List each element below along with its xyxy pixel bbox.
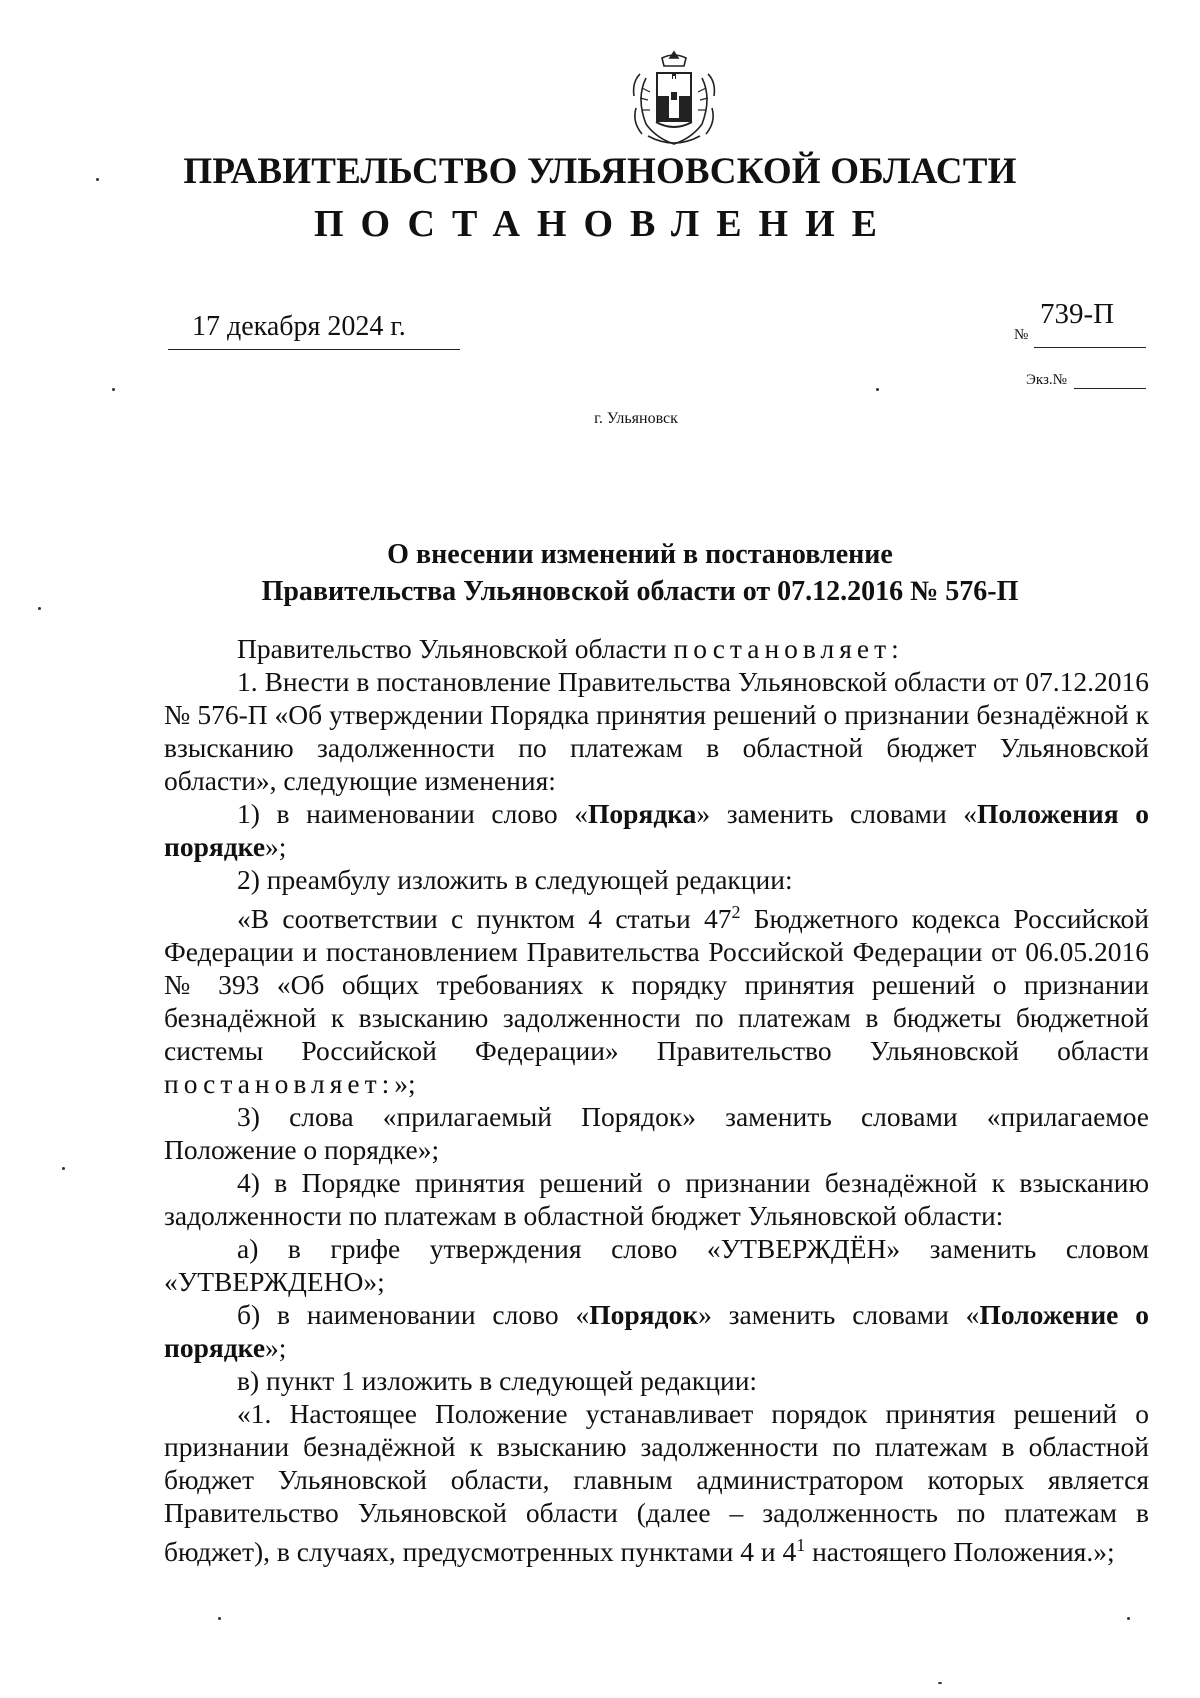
preamble-text-b: Бюджетного кодекса Российской Федерации и постановлением Правительства Российской Федерации от 06.05.2016 № 393 «Об общих требованиях к порядку принятия решений о признании безнадёжной к взысканию задолженности по платежам в бюджеты бюджетной системы Российской Федерации» Правительство Ульяновской области	[164, 903, 1150, 1067]
intro-spaced-verb: постановляет:	[673, 633, 904, 664]
point-1-superscript: 1	[796, 1535, 806, 1556]
subitem-1-bold-b: Положения о порядке	[164, 798, 1150, 862]
point-1-quote-paragraph	[164, 1397, 1149, 1568]
subitem-1-text-b: » заменить словами «	[696, 798, 978, 829]
point-1-text-b: настоящего Положения.»;	[805, 1536, 1115, 1568]
subitem-1-bold-a: Порядка	[588, 798, 697, 829]
coat-of-arms-emblem	[628, 48, 720, 148]
document-type-heading: ПОСТАНОВЛЕНИЕ	[313, 203, 895, 245]
scan-speck	[96, 178, 99, 181]
scan-speck	[218, 1617, 221, 1620]
copy-number-underline	[1074, 388, 1146, 389]
subitem-4b-text-b: » заменить словами «	[698, 1299, 980, 1331]
document-subject	[0, 536, 1200, 610]
subitem-4b-text-c: »;	[265, 1332, 287, 1364]
subject-line-2: Правительства Ульяновской области от 07.12.2016 № 576-П	[261, 576, 1019, 607]
document-date: 17 декабря 2024 г.	[168, 310, 460, 350]
copy-number-label: Экз.№	[1026, 372, 1067, 388]
subitem-1-text-a: 1) в наименовании слово «	[237, 798, 588, 829]
subitem-4b-bold-a: Порядок	[589, 1299, 699, 1331]
scan-speck	[1127, 1617, 1130, 1620]
document-city: г. Ульяновск	[594, 410, 678, 427]
subject-line-1: О внесении изменений в постановление	[387, 539, 893, 570]
number-label: №	[1014, 327, 1029, 343]
preamble-spaced-verb: постановляет:	[164, 1068, 395, 1100]
subitem-4a-paragraph: а) в грифе утверждения слово «УТВЕРЖДЁН» заменить словом «УТВЕРЖДЕНО»;	[164, 1233, 1149, 1298]
scan-speck	[876, 388, 879, 391]
scan-speck	[938, 1682, 942, 1684]
subitem-1-text-c: »;	[265, 831, 287, 862]
subitem-4b-text-a: б) в наименовании слово «	[237, 1299, 590, 1331]
intro-text: Правительство Ульяновской области	[237, 633, 674, 664]
government-title: ПРАВИТЕЛЬСТВО УЛЬЯНОВСКОЙ ОБЛАСТИ	[183, 151, 1017, 192]
scan-speck	[112, 388, 115, 391]
subitem-1-paragraph	[164, 797, 1149, 863]
subitem-4b-paragraph	[164, 1298, 1149, 1364]
scan-speck	[62, 1167, 65, 1170]
document-number: 739-П	[1040, 298, 1115, 330]
item-1-paragraph: 1. Внести в постановление Правительства Ульяновской области от 07.12.2016 № 576-П «Об утверждении Порядка принятия решений о признании безнадёжной к взысканию задолженности по платежам в областной бюджет Ульяновской области», следующие изменения:	[164, 666, 1149, 796]
preamble-quote-paragraph	[164, 896, 1149, 1100]
point-1-text-a: «1. Настоящее Положение устанавливает порядок принятия решений о признании безнадёжной к взысканию задолженности по платежам в областной бюджет Ульяновской области, главным администратором которых является Правительство Ульяновской области (далее – задолженность по платежам в бюджет), в случаях, предусмотренных пунктами 4 и 4	[164, 1398, 1149, 1568]
preamble-end: »;	[394, 1068, 416, 1100]
subitem-4c-paragraph: в) пункт 1 изложить в следующей редакции:	[237, 1365, 758, 1397]
intro-paragraph	[164, 632, 1149, 665]
scan-speck	[38, 607, 41, 610]
subitem-4b-bold-b: Положение о порядке	[164, 1299, 1149, 1364]
subitem-4-paragraph: 4) в Порядке принятия решений о признании безнадёжной к взысканию задолженности по платежам в областной бюджет Ульяновской области:	[164, 1167, 1149, 1232]
subitem-3-paragraph: 3) слова «прилагаемый Порядок» заменить словами «прилагаемое Положение о порядке»;	[164, 1101, 1149, 1166]
subitem-2-paragraph: 2) преамбулу изложить в следующей редакции:	[237, 864, 793, 895]
document-body	[164, 632, 1149, 1568]
number-underline	[1034, 347, 1146, 348]
preamble-superscript: 2	[731, 902, 741, 922]
preamble-text-a: «В соответствии с пунктом 4 статьи 47	[237, 903, 732, 935]
